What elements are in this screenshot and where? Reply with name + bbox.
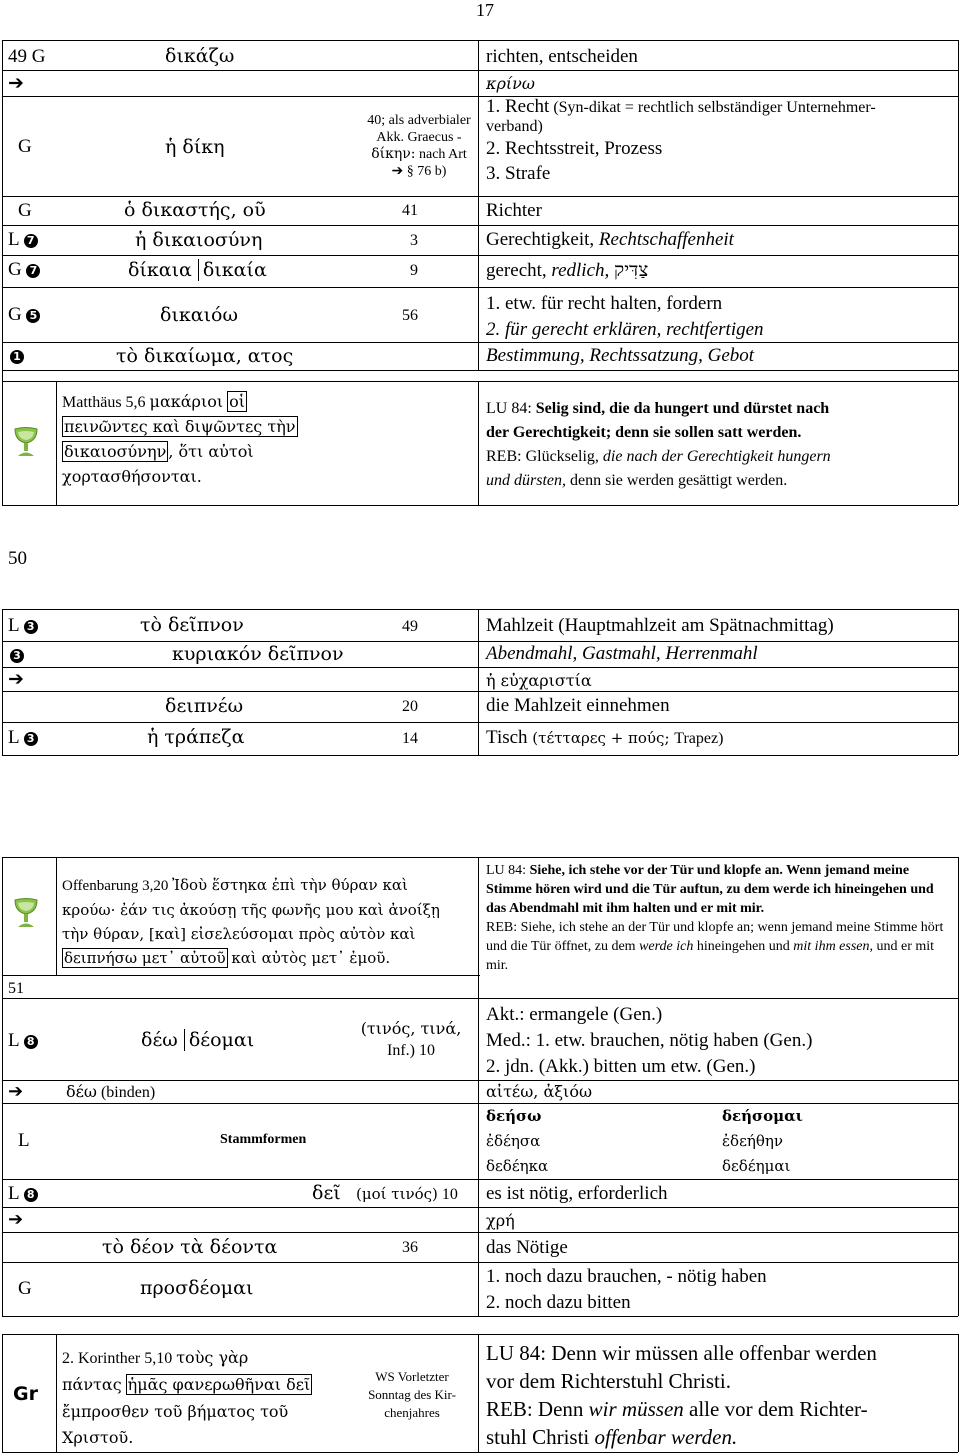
table-rule <box>56 857 57 975</box>
entry-greek: τὸ δεῖπνον <box>140 614 244 636</box>
verse-translation: LU 84: Denn wir müssen alle offenbar werden vor dem Richterstuhl Christi. REB: Denn wir müssen alle vor dem Richter- stuhl Christi offenbar werden. <box>486 1341 877 1449</box>
entry-german: Tisch (τέτταρες + πούς; Trapez) <box>486 727 724 748</box>
table-rule <box>958 1334 959 1452</box>
entry-count: 14 <box>402 730 418 747</box>
entry-german: richten, entscheiden <box>486 46 638 67</box>
entry-german-list: Akt.: ermangele (Gen.) Med.: 1. etw. brauchen, nötig haben (Gen.) 2. jdn. (Akk.) bitten um etw. (Gen.) <box>486 1004 813 1077</box>
table-rule <box>2 641 958 642</box>
entry-greek: δικάζω <box>165 45 235 67</box>
table-rule <box>2 255 958 256</box>
entry-greek: δεῖ <box>312 1182 341 1204</box>
entry-greek-synonym: κρίνω <box>486 74 535 93</box>
table-rule <box>478 40 479 370</box>
entry-greek: ὁ δικαστής, οῦ <box>124 199 266 221</box>
entry-greek: τὸ δέον τὰ δέοντα <box>102 1236 278 1258</box>
entry-german: das Nötige <box>486 1237 568 1258</box>
gr-logo-icon <box>12 1381 42 1410</box>
table-rule <box>2 975 480 976</box>
entry-greek: δέω (binden) <box>66 1082 156 1101</box>
entry-german-list: 1. noch dazu brauchen, - nötig haben 2. noch dazu bitten <box>486 1266 767 1313</box>
verb-form: δεήσομαι <box>722 1107 803 1125</box>
verse-greek: 2. Korinther 5,10 τοὺς γὰρ πάντας ἡμᾶς φανερωθῆναι δεῖ ἔμπροσθεν τοῦ βήματος τοῦ Χριστοῦ. <box>62 1348 311 1447</box>
verb-form: δεδέηκα <box>486 1157 549 1175</box>
entry-note: 40; als adverbialer Akk. Graecus - δίκην: nach Art ➔ § 76 b) <box>367 113 471 179</box>
verb-form: ἐδέησα <box>486 1132 541 1150</box>
entry-tag: L 7 <box>8 229 38 251</box>
table-rule <box>2 722 958 723</box>
table-rule <box>2 40 958 41</box>
entry-tag: G <box>18 1278 32 1299</box>
entry-german: Bestimmung, Rechtssatzung, Gebot <box>486 345 755 366</box>
table-rule <box>2 196 958 197</box>
entry-tag: G 7 <box>8 259 40 281</box>
table-rule <box>2 609 3 755</box>
table-rule <box>2 998 958 999</box>
arrow-right-icon: ➔ <box>8 73 24 94</box>
entry-greek: δειπνέω <box>165 695 244 717</box>
entry-tag: L 8 <box>8 1030 38 1052</box>
table-rule <box>2 691 958 692</box>
table-rule <box>478 1334 479 1452</box>
table-rule <box>2 381 958 382</box>
verse-translation: LU 84: Siehe, ich stehe vor der Tür und klopfe an. Wenn jemand meine Stimme hören wird und die Tür auftun, zu dem werde ich hineingehen und das Abendmahl mit ihm halten und er mit mir. REB: Siehe, ich stehe an der Tür und klopfe an; wenn jemand meine Stimme hört und die Tür öffnet, zu dem werde ich hineingehen und mit ihm essen, und er mit mir. <box>486 863 944 973</box>
table-rule <box>2 1334 3 1452</box>
table-rule <box>958 857 959 1316</box>
table-rule <box>478 381 479 505</box>
verb-form: δεδέημαι <box>722 1157 791 1175</box>
table-rule <box>2 667 958 668</box>
entry-count: 49 <box>402 618 418 635</box>
entry-tag: G <box>18 136 32 157</box>
entry-german: Gerechtigkeit, Rechtschaffenheit <box>486 229 734 250</box>
entry-greek: τὸ δικαίωμα, ατος <box>116 345 294 367</box>
entry-count: 3 <box>410 232 418 249</box>
liturgical-note: WS Vorletzter Sonntag des Kir- chenjahres <box>368 1369 456 1420</box>
entry-tag: L 3 <box>8 727 38 749</box>
entry-greek-synonym: αἰτέω, ἀξιόω <box>486 1082 593 1101</box>
table-rule <box>2 1179 958 1180</box>
entry-german: Richter <box>486 200 542 221</box>
entry-greek: δίκαια δικαία <box>128 259 267 281</box>
verse-greek: Offenbarung 3,20 Ἰδοὺ ἕστηκα ἐπὶ τὴν θύραν καὶ κρούω· ἐάν τις ἀκούσῃ τῆς φωνῆς μου καὶ ἀνοίξῃ τὴν θύραν, [καὶ] εἰσελεύσομαι πρὸς αὐτὸν καὶ δειπνήσω μετ᾽ αὐτοῦ καὶ αὐτὸς μετ᾽ ἐμοῦ. <box>62 876 440 967</box>
page-number: 17 <box>476 0 494 20</box>
entry-greek-synonym: ἡ εὐχαριστία <box>486 671 592 690</box>
table-rule <box>2 1080 958 1081</box>
entry-bullet: 3 <box>10 647 24 665</box>
entry-german-list: 1. Recht (Syn-dikat = rechtlich selbständiger Unternehmer- verband) 2. Rechtsstreit, Prozess 3. Strafe <box>486 96 876 184</box>
entry-note: (μοί τινός) 10 <box>356 1185 458 1203</box>
table-rule <box>2 1452 958 1453</box>
table-rule <box>2 40 3 505</box>
entry-tag: L 3 <box>8 615 38 637</box>
table-rule <box>56 1334 57 1452</box>
entry-german-list: 1. etw. für recht halten, fordern 2. für gerecht erklären, rechtfertigen <box>486 293 764 340</box>
entry-count: 41 <box>402 202 418 219</box>
table-rule <box>2 609 958 610</box>
table-rule <box>2 1334 958 1335</box>
entry-german: die Mahlzeit einnehmen <box>486 695 670 716</box>
section-number-49: 49 G <box>8 46 46 67</box>
table-rule <box>2 225 958 226</box>
entry-german: Abendmahl, Gastmahl, Herrenmahl <box>486 643 758 664</box>
entry-greek: κυριακόν δεῖπνον <box>172 643 344 665</box>
table-rule <box>2 1103 958 1104</box>
entry-greek: προσδέομαι <box>140 1277 254 1299</box>
arrow-right-icon: ➔ <box>391 164 404 179</box>
entry-greek: δέω δέομαι <box>141 1029 255 1051</box>
section-number-51: 51 <box>8 980 24 997</box>
arrow-right-icon: ➔ <box>8 669 24 690</box>
entry-tag: G 5 <box>8 304 40 326</box>
table-rule <box>958 40 959 505</box>
arrow-right-icon: ➔ <box>8 1081 24 1101</box>
table-rule <box>2 70 958 71</box>
entry-count: 36 <box>402 1239 418 1256</box>
entry-greek: δικαιόω <box>160 304 238 326</box>
table-rule <box>2 342 958 343</box>
entry-greek: ἡ δικαιοσύνη <box>135 229 263 251</box>
table-rule <box>2 857 3 1316</box>
entry-count: 56 <box>402 307 418 324</box>
verse-translation: LU 84: Selig sind, die da hungert und dürstet nach der Gerechtigkeit; denn sie sollen satt werden. REB: Glückselig, die nach der Gerechtigkeit hungern und dürsten, denn sie werden gesättigt werden. <box>486 400 831 489</box>
verb-form: δεήσω <box>486 1107 542 1125</box>
table-rule <box>2 370 958 371</box>
table-rule <box>478 609 479 755</box>
entry-note: (τινός, τινά, Inf.) 10 <box>360 1019 462 1059</box>
table-rule <box>2 505 958 506</box>
table-rule <box>478 857 479 1316</box>
table-rule <box>2 857 958 858</box>
table-rule <box>2 1207 958 1208</box>
table-rule <box>2 1262 958 1263</box>
table-rule <box>2 1316 958 1317</box>
entry-count: 20 <box>402 698 418 715</box>
entry-german: es ist nötig, erforderlich <box>486 1183 668 1204</box>
verb-form: ἐδεήθην <box>722 1132 783 1150</box>
table-rule <box>2 1232 958 1233</box>
entry-greek: ἡ τράπεζα <box>147 726 245 748</box>
entry-tag: L <box>18 1130 30 1151</box>
arrow-right-icon: ➔ <box>8 1209 24 1229</box>
table-rule <box>56 381 57 505</box>
section-number-50: 50 <box>8 548 27 569</box>
table-rule <box>958 609 959 755</box>
entry-german: Mahlzeit (Hauptmahlzeit am Spätnachmittag) <box>486 615 834 636</box>
entry-greek: ἡ δίκη <box>165 136 225 158</box>
table-rule <box>2 287 958 288</box>
entry-german: gerecht, redlich, צַדִּיק <box>486 259 649 281</box>
entry-bullet: 1 <box>10 348 24 366</box>
entry-greek-synonym: χρή <box>486 1211 515 1230</box>
entry-count: 9 <box>410 262 418 279</box>
chalice-icon <box>12 426 40 463</box>
svg-text:Gr: Gr <box>13 1383 38 1405</box>
table-rule <box>2 755 958 756</box>
stammformen-label: Stammformen <box>220 1132 307 1147</box>
entry-tag: G <box>18 200 32 221</box>
entry-tag: L 8 <box>8 1183 38 1205</box>
verse-greek: Matthäus 5,6 μακάριοι οἱ πεινῶντες καὶ διψῶντες τὴν δικαιοσύνην , ὅτι αὐτοὶ χορτασθήσονται. <box>62 392 296 486</box>
chalice-icon <box>12 897 40 934</box>
